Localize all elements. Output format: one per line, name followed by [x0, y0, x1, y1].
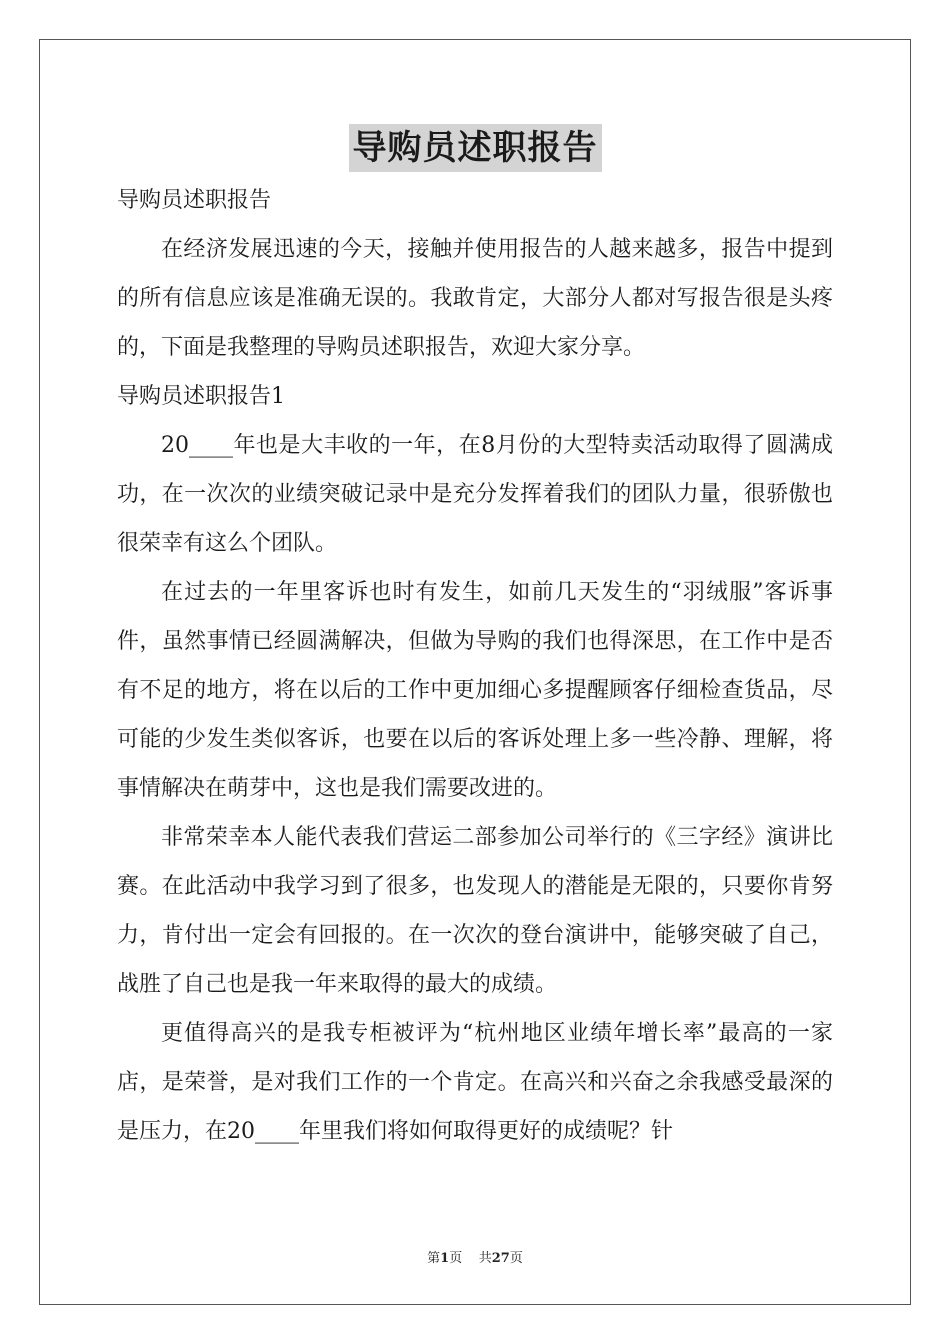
document-title: 导购员述职报告 — [349, 124, 602, 172]
paragraph: 更值得高兴的是我专柜被评为“杭州地区业绩年增长率”最高的一家店，是荣誉，是对我们工作的一个肯定。在高兴和兴奋之余我感受最深的是压力，在20____年里我们将如何取得更好的成绩呢？针 — [117, 1021, 833, 1144]
paragraph: 在过去的一年里客诉也时有发生，如前几天发生的“羽绒服”客诉事件，虽然事情已经圆满解决，但做为导购的我们也得深思，在工作中是否有不足的地方，将在以后的工作中更加细心多提醒顾客仔细检查货品，尽可能的少发生类似客诉，也要在以后的客诉处理上多一些冷静、理解，将事情解决在萌芽中，这也是我们需要改进的。 — [117, 580, 833, 801]
page-number: 1 — [440, 1251, 450, 1266]
document-body — [117, 176, 833, 1156]
paragraph: 导购员述职报告 — [117, 188, 272, 213]
paragraph: 非常荣幸本人能代表我们营运二部参加公司举行的《三字经》演讲比赛。在此活动中我学习到了很多，也发现人的潜能是无限的，只要你肯努力，肯付出一定会有回报的。在一次次的登台演讲中，能够突破了自己，战胜了自己也是我一年来取得的最大的成绩。 — [117, 825, 833, 997]
total-label-suffix: 页 — [509, 1251, 523, 1266]
title-container — [0, 124, 950, 172]
paragraph: 在经济发展迅速的今天，接触并使用报告的人越来越多，报告中提到的所有信息应该是准确无误的。我敢肯定，大部分人都对写报告很是头疼的，下面是我整理的导购员述职报告，欢迎大家分享。 — [117, 237, 833, 360]
paragraph: 导购员述职报告1 — [117, 384, 285, 409]
page-label-suffix: 页 — [449, 1251, 463, 1266]
page-footer — [0, 1247, 950, 1266]
total-label-prefix: 共 — [478, 1251, 492, 1266]
paragraph: 20____年也是大丰收的一年，在8月份的大型特卖活动取得了圆满成功，在一次次的业绩突破记录中是充分发挥着我们的团队力量，很骄傲也很荣幸有这么个团队。 — [117, 433, 833, 556]
page-label-prefix: 第 — [427, 1251, 441, 1266]
total-pages: 27 — [491, 1251, 510, 1266]
